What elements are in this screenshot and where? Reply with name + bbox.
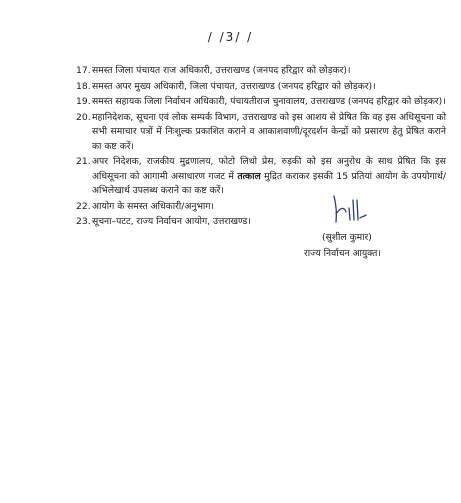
handwritten-signature xyxy=(328,190,373,230)
list-item xyxy=(76,95,446,110)
item-text-part: मुद्रित कराकर इसकी 15 प्रतियां आयोग के उपयोगार्थ/अभिलेखार्थ उपलब्ध कराने का कष्ट करें। xyxy=(92,170,447,196)
item-number: 22. xyxy=(76,200,91,212)
page-number: / /3/ / xyxy=(207,30,254,44)
emphasis-text: तत्काल xyxy=(237,170,261,182)
item-text: समस्त जिला पंचायत राज अधिकारी, उत्तराखण्ड (जनपद हरिद्वार को छोड़कर)। xyxy=(92,65,351,76)
item-text: आयोग के समस्त अधिकारी/अनुभाग। xyxy=(92,200,214,212)
item-number: 21. xyxy=(76,156,91,167)
signatory-name: (सुशील कुमार) xyxy=(322,232,372,243)
item-text: समस्त अपर मुख्य अधिकारी, जिला पंचायत, उत्तराखण्ड (जनपद हरिद्वार को छोड़कर)। xyxy=(92,80,376,92)
signature-block xyxy=(300,190,450,270)
item-text-part: अपर निदेशक, राजकीय मुद्रणालय, फोटो लिथो प्रेस, रुड़की को इस अनुरोध के साथ प्रेषित कि इस अधिसूचना को आगामी असाधारण गजट में xyxy=(92,156,446,182)
list-item xyxy=(76,64,446,79)
item-text: सूचना–पटट, राज्य निर्वाचन आयोग, उत्तराखण्ड। xyxy=(92,216,251,227)
signatory-title: राज्य निर्वाचन आयुक्त। xyxy=(304,248,381,259)
list-item xyxy=(76,80,446,95)
item-number: 20. xyxy=(76,111,91,123)
item-number: 17. xyxy=(76,65,91,76)
list-item xyxy=(76,111,446,155)
item-text: महानिदेशक, सूचना एवं लोक सम्पर्क विभाग, उत्तराखण्ड को इस आशय से प्रेषित कि वह इस अधिसूचना को सभी समाचार पत्रों में निःशुल्क प्रकाशित कराने व आकाशवाणी/दूरदर्शन केन्द्रों को प्रसारण हेतु प्रेषित कराने का कष्ट करें। xyxy=(92,111,446,152)
item-number: 19. xyxy=(76,96,91,107)
item-text: समस्त सहायक जिला निर्वाचन अधिकारी, पंचायतीराज चुनावालय, उत्तराखण्ड (जनपद हरिद्वार को छोड़कर)। xyxy=(92,96,446,107)
item-number: 18. xyxy=(76,80,91,92)
item-number: 23. xyxy=(76,216,91,227)
